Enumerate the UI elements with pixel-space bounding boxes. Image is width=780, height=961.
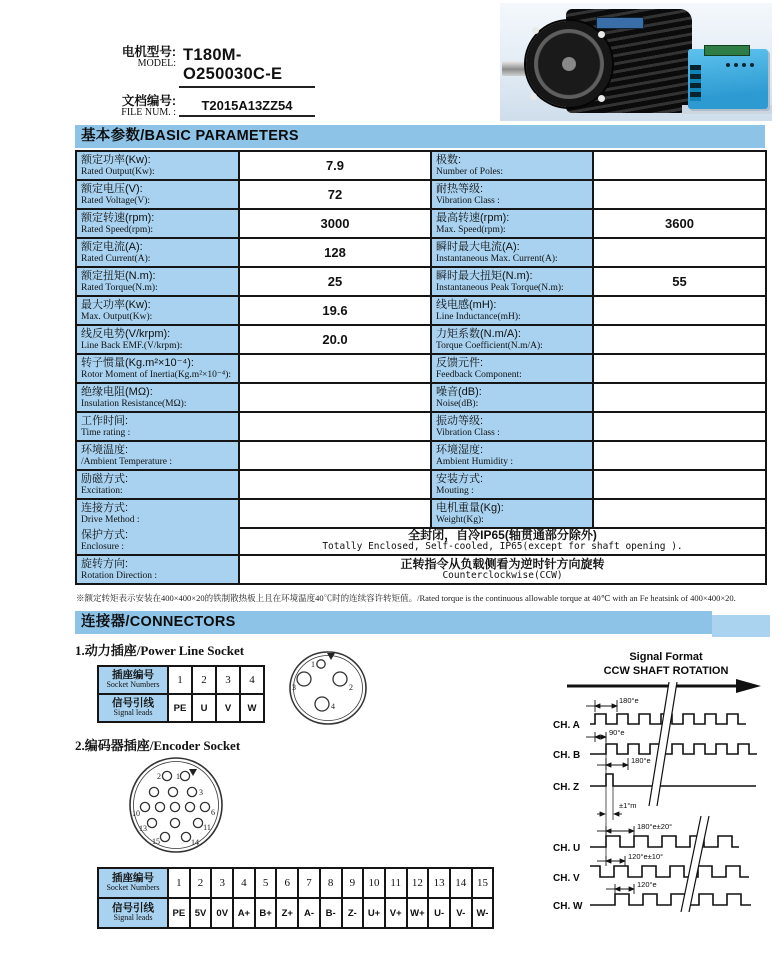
param-label-cell (432, 413, 594, 442)
param-value-cell (594, 355, 767, 384)
pin-15-label: 15 (152, 837, 160, 846)
param-label-cell (432, 152, 594, 181)
param-label-cell (432, 500, 594, 529)
param-label-en: Ambient Humidity : (436, 456, 514, 467)
param-label-en: Enclosure : (81, 541, 125, 552)
socket-numbers-header (99, 667, 169, 695)
param-value-cell (594, 239, 767, 268)
driver-led (734, 63, 738, 67)
socket-numbers-header-cn: 插座编号 (112, 668, 154, 681)
motor-nameplate (596, 17, 644, 29)
socket-number-cell: 11 (386, 869, 408, 899)
param-label-en: Excitation: (81, 485, 123, 496)
annotation-120e10: 120°e±10° (628, 852, 664, 861)
param-label-en: Rated Torque(N.m): (81, 282, 158, 293)
file-label-en: FILE NUM. : (121, 107, 176, 119)
param-label-cn: 线电感(mH): (436, 298, 497, 311)
param-value-cell (594, 413, 767, 442)
param-label-en: Drive Method : (81, 514, 140, 525)
param-label-en: Time rating : (81, 427, 131, 438)
socket-number-cell: 2 (193, 667, 217, 695)
socket-outer-ring (290, 652, 366, 724)
param-label-cn: 额定扭矩(N.m): (81, 269, 156, 282)
param-label-en: Rated Output(Kw): (81, 166, 155, 177)
param-label-en: Rotation Direction : (81, 570, 157, 581)
file-label-cn: 文档编号: (121, 94, 176, 108)
param-label-cn: 连接方式: (81, 501, 129, 514)
basic-parameters-merged-rows (75, 527, 767, 585)
param-value-cell (240, 442, 432, 471)
flange-bolt-hole (530, 93, 537, 100)
pin-10-label: 10 (132, 809, 140, 818)
param-label-cn: 最大功率(Kw): (81, 298, 151, 311)
signal-lead-cell: W- (473, 899, 495, 929)
signal-lead-cell: V+ (386, 899, 408, 929)
channel-z-waveform (590, 774, 756, 786)
model-value: T180M-O250030C-E (179, 46, 315, 88)
param-label-cn: 噪音(dB): (436, 385, 482, 398)
param-label-cn: 力矩系数(N.m/A): (436, 327, 521, 340)
param-label-cn: 工作时间: (81, 414, 129, 427)
socket-number-cell: 15 (473, 869, 495, 899)
socket-number-cell: 5 (256, 869, 278, 899)
driver-led (750, 63, 754, 67)
param-label-cell (432, 471, 594, 500)
param-label-cell (432, 210, 594, 239)
file-value: T2015A13ZZ54 (179, 95, 315, 117)
diagram-title-line2: CCW SHAFT ROTATION (603, 665, 729, 677)
param-label-en: Torque Coefficient(N.m/A): (436, 340, 543, 351)
param-label-en: Max. Output(Kw): (81, 311, 153, 322)
channel-v-annotation (597, 856, 625, 866)
param-label-cn: 线反电势(V/krpm): (81, 327, 171, 340)
signal-leads-header-cn: 信号引线 (112, 696, 154, 709)
param-label-cn: 额定电压(V): (81, 182, 143, 195)
param-label-cn: 旋转方向: (81, 557, 129, 570)
param-label-cell (77, 413, 240, 442)
socket-number-cell: 12 (408, 869, 430, 899)
signal-lead-cell: 0V (212, 899, 234, 929)
param-label-en: Rated Speed(rpm): (81, 224, 154, 235)
signal-lead-cell: W (241, 695, 265, 723)
signal-lead-cell: B- (321, 899, 343, 929)
pin-4 (315, 697, 329, 711)
socket-number-cell: 10 (364, 869, 386, 899)
power-socket-number-cells (169, 667, 265, 695)
pin-14-label: 14 (191, 838, 199, 847)
socket-numbers-header-en: Socket Numbers (106, 680, 160, 690)
signal-lead-cell: PE (169, 899, 191, 929)
socket-numbers-header-cn: 插座编号 (112, 871, 154, 884)
encoder-pins (140, 771, 209, 841)
signal-lead-cell: PE (169, 695, 193, 723)
param-value-cell: 7.9 (240, 152, 432, 181)
param-label-en: Rated Voltage(V): (81, 195, 151, 206)
param-label-cell (432, 442, 594, 471)
document-header (108, 46, 315, 126)
socket-number-cell: 7 (299, 869, 321, 899)
connectors-banner: 连接器/CONNECTORS (75, 611, 712, 634)
param-label-cell (77, 384, 240, 413)
param-value-cell (240, 355, 432, 384)
socket-numbers-header-en: Socket Numbers (106, 883, 160, 893)
signal-leads-header (99, 695, 169, 723)
param-label-cn: 反馈元件: (436, 356, 484, 369)
signal-lead-cell: U+ (364, 899, 386, 929)
signal-lead-cell: A- (299, 899, 321, 929)
power-socket-table (97, 665, 265, 723)
param-label-cn: 额定功率(Kw): (81, 153, 151, 166)
socket-number-cell: 1 (169, 869, 191, 899)
param-label-cn: 环境温度: (81, 443, 129, 456)
signal-lead-cell: U (193, 695, 217, 723)
socket-number-cell: 3 (212, 869, 234, 899)
param-label-cell (77, 152, 240, 181)
param-label-en: Rotor Moment of Inertia(Kg.m²×10⁻⁴): (81, 369, 232, 380)
channel-v-label: CH. V (553, 873, 580, 884)
param-value-cell: 3000 (240, 210, 432, 239)
power-socket-title: 1.动力插座/Power Line Socket (75, 643, 245, 658)
param-value-cell (594, 471, 767, 500)
socket-number-cell: 14 (451, 869, 473, 899)
socket-number-cell: 1 (169, 667, 193, 695)
param-label-cell (77, 268, 240, 297)
file-row (108, 95, 315, 119)
socket-number-cell: 6 (277, 869, 299, 899)
param-label-cell-enclosure (77, 527, 240, 556)
annotation-180e20: 180°e±20° (637, 822, 673, 831)
connectors-banner-extension (712, 615, 770, 637)
pin-13-label: 13 (139, 824, 147, 833)
param-label-cn: 绝缘电阻(MΩ): (81, 385, 153, 398)
signal-leads-header-en: Signal leads (113, 708, 153, 718)
driver-led (742, 63, 746, 67)
param-label-cell (77, 326, 240, 355)
rotation-direction-arrow (567, 679, 761, 693)
channel-w-waveform (590, 894, 751, 905)
waveform-break-bottom (681, 816, 709, 912)
param-value-cell: 128 (240, 239, 432, 268)
param-label-cell (432, 297, 594, 326)
pin-4-label: 4 (331, 702, 335, 711)
param-label-cell (77, 442, 240, 471)
rotation-value-cn: 正转指令从负载侧看为逆时针方向旋转 (400, 557, 605, 572)
param-label-en: Insulation Resistance(MΩ): (81, 398, 187, 409)
param-value-cell-rotation (240, 556, 767, 585)
channel-u-waveform (590, 836, 739, 847)
basic-parameters-table (75, 150, 767, 529)
socket-number-cell: 13 (429, 869, 451, 899)
param-value-cell: 3600 (594, 210, 767, 239)
param-value-cell (240, 384, 432, 413)
param-value-cell: 20.0 (240, 326, 432, 355)
param-label-cell (77, 500, 240, 529)
param-label-cell (77, 210, 240, 239)
param-label-cell (77, 471, 240, 500)
param-label-en: Max. Speed(rpm): (436, 224, 506, 235)
param-value-cell (240, 500, 432, 529)
power-socket-signal-cells (169, 695, 265, 723)
model-label (108, 46, 176, 70)
socket-numbers-header (99, 869, 169, 899)
channel-a-period-annotation (586, 700, 617, 712)
driver-terminal-block (704, 45, 750, 56)
signal-lead-cell: Z- (343, 899, 365, 929)
channel-w-annotation (606, 884, 634, 894)
channel-b-label: CH. B (553, 750, 581, 761)
encoder-socket-table (97, 867, 494, 929)
param-label-cn: 转子惯量(Kg.m²×10⁻⁴): (81, 356, 194, 369)
param-value-cell (594, 442, 767, 471)
key-mark-icon (327, 653, 335, 660)
signal-lead-cell: 5V (191, 899, 213, 929)
param-label-cell (432, 181, 594, 210)
rotation-value-en: Counterclockwise(CCW) (442, 570, 563, 582)
param-label-cell (432, 268, 594, 297)
power-socket-numbers-row (99, 667, 265, 695)
param-label-en: Weight(Kg): (436, 514, 484, 525)
power-socket-diagram (284, 646, 376, 734)
pin-2-label: 2 (157, 772, 161, 781)
driver-connector-slots (690, 65, 701, 101)
param-value-cell: 72 (240, 181, 432, 210)
param-label-cell (432, 239, 594, 268)
channel-b-180-annotation (597, 758, 628, 770)
channel-w-label: CH. W (553, 901, 583, 912)
pin-2 (333, 672, 347, 686)
channel-z-label: CH. Z (553, 782, 580, 793)
motor-product-photo (500, 3, 772, 121)
param-value-cell: 25 (240, 268, 432, 297)
socket-number-cell: 2 (191, 869, 213, 899)
param-value-cell (594, 152, 767, 181)
param-value-cell (594, 326, 767, 355)
socket-number-cell: 8 (321, 869, 343, 899)
param-label-en: Feedback Component: (436, 369, 522, 380)
param-value-cell (240, 413, 432, 442)
flange-bolt-hole (598, 31, 605, 38)
pin-6-label: 6 (211, 808, 215, 817)
param-label-cell (432, 326, 594, 355)
socket-number-cell: 4 (234, 869, 256, 899)
param-label-cn: 耐热等级: (436, 182, 484, 195)
pin-2-label: 2 (349, 683, 353, 692)
param-label-cn: 保护方式: (81, 528, 129, 541)
signal-leads-header (99, 899, 169, 929)
param-label-cn: 安装方式: (436, 472, 484, 485)
param-label-cn: 额定电流(A): (81, 240, 143, 253)
key-mark-icon (189, 769, 197, 776)
param-label-en: Instantaneous Peak Torque(N.m): (436, 282, 564, 293)
param-label-cn: 最高转速(rpm): (436, 211, 510, 224)
param-label-en: /Ambient Temperature : (81, 456, 172, 467)
param-value-cell (240, 471, 432, 500)
param-label-en: Number of Poles: (436, 166, 504, 177)
param-label-en: Mouting : (436, 485, 474, 496)
socket-number-cell: 4 (241, 667, 265, 695)
channel-u-label: CH. U (553, 843, 581, 854)
param-label-en: Noise(dB): (436, 398, 479, 409)
pin-1 (317, 660, 325, 668)
socket-number-cell: 3 (217, 667, 241, 695)
param-label-cn: 极数: (436, 153, 462, 166)
flange-bolt-hole (598, 95, 605, 102)
channel-v-waveform (590, 866, 749, 877)
signal-leads-header-cn: 信号引线 (112, 901, 154, 914)
param-label-en: Rated Current(A): (81, 253, 151, 264)
param-value-cell-enclosure (240, 527, 767, 556)
pin-3 (297, 672, 311, 686)
driver-led (726, 63, 730, 67)
signal-lead-cell: Z+ (277, 899, 299, 929)
param-value-cell (594, 500, 767, 529)
encoder-socket-numbers-row (99, 869, 494, 899)
param-value-cell (594, 384, 767, 413)
pin-11-label: 11 (203, 823, 211, 832)
signal-lead-cell: U- (429, 899, 451, 929)
param-label-cn: 振动等级: (436, 414, 484, 427)
model-label-cn: 电机型号: (121, 45, 176, 59)
encoder-socket-number-cells (169, 869, 494, 899)
channel-a-label: CH. A (553, 720, 580, 731)
file-label (108, 95, 176, 119)
param-label-cell (77, 297, 240, 326)
encoder-socket-title: 2.编码器插座/Encoder Socket (75, 738, 241, 753)
enclosure-value-en: Totally Enclosed, Self-cooled, IP65(except for shaft opening ). (322, 541, 683, 553)
signal-format-diagram (553, 646, 780, 938)
signal-lead-cell: B+ (256, 899, 278, 929)
encoder-socket-signals-row (99, 899, 494, 929)
param-label-cell-rotation (77, 556, 240, 585)
flange-bolt-hole (532, 27, 539, 34)
param-value-cell (594, 181, 767, 210)
annotation-90e: 90°e (609, 728, 625, 737)
param-label-cell (432, 355, 594, 384)
annotation-180e-b: 180°e (631, 756, 651, 765)
param-label-cn: 环境湿度: (436, 443, 484, 456)
param-label-en: Vibration Class : (436, 195, 500, 206)
pin-1-label: 1 (176, 772, 180, 781)
param-value-cell: 19.6 (240, 297, 432, 326)
channel-b-waveform (590, 744, 757, 754)
annotation-120e: 120°e (637, 880, 657, 889)
param-label-en: Vibration Class : (436, 427, 500, 438)
param-label-cn: 励磁方式: (81, 472, 129, 485)
channel-b-90-annotation (586, 732, 606, 742)
signal-lead-cell: V- (451, 899, 473, 929)
annotation-1m: ±1°m (619, 801, 637, 810)
signal-lead-cell: V (217, 695, 241, 723)
enclosure-value-cn: 全封闭，自冷IP65(轴贯通部分除外) (408, 528, 597, 543)
param-value-cell: 55 (594, 268, 767, 297)
annotation-180e-a: 180°e (619, 696, 639, 705)
pin-3-label: 3 (292, 683, 296, 692)
param-label-en: Line Back EMF.(V/krpm): (81, 340, 183, 351)
model-label-en: MODEL: (137, 58, 176, 70)
param-label-cn: 电机重量(Kg): (436, 501, 504, 514)
signal-lead-cell: A+ (234, 899, 256, 929)
param-label-cn: 瞬时最大电流(A): (436, 240, 520, 253)
rated-torque-note: ※额定转矩表示安装在400×400×20的铁制散热板上且在环境温度40℃时的连续容许转矩值。/Rated torque is the continuous allowable torque at 40℃ with an Fe heatsink of 400×400×20. (76, 593, 736, 603)
model-row (108, 46, 315, 88)
power-socket-signals-row (99, 695, 265, 723)
channel-u-annotation (597, 826, 634, 836)
pin-1-label: 1 (311, 660, 315, 669)
param-label-cn: 瞬时最大扭矩(N.m): (436, 269, 533, 282)
encoder-socket-diagram (112, 752, 242, 860)
signal-lead-cell: W+ (408, 899, 430, 929)
param-label-cell (77, 239, 240, 268)
encoder-socket-signal-cells (169, 899, 494, 929)
param-label-cell (77, 355, 240, 384)
socket-number-cell: 9 (343, 869, 365, 899)
signal-leads-header-en: Signal leads (113, 913, 153, 923)
param-label-cell (432, 384, 594, 413)
param-label-en: Line Inductance(mH): (436, 311, 521, 322)
diagram-title-line1: Signal Format (629, 651, 703, 663)
param-label-cn: 额定转速(rpm): (81, 211, 155, 224)
param-value-cell (594, 297, 767, 326)
param-label-cell (77, 181, 240, 210)
param-label-en: Instantaneous Max. Current(A): (436, 253, 558, 264)
pin-3-label: 3 (199, 788, 203, 797)
basic-parameters-banner: 基本参数/BASIC PARAMETERS (75, 125, 765, 148)
